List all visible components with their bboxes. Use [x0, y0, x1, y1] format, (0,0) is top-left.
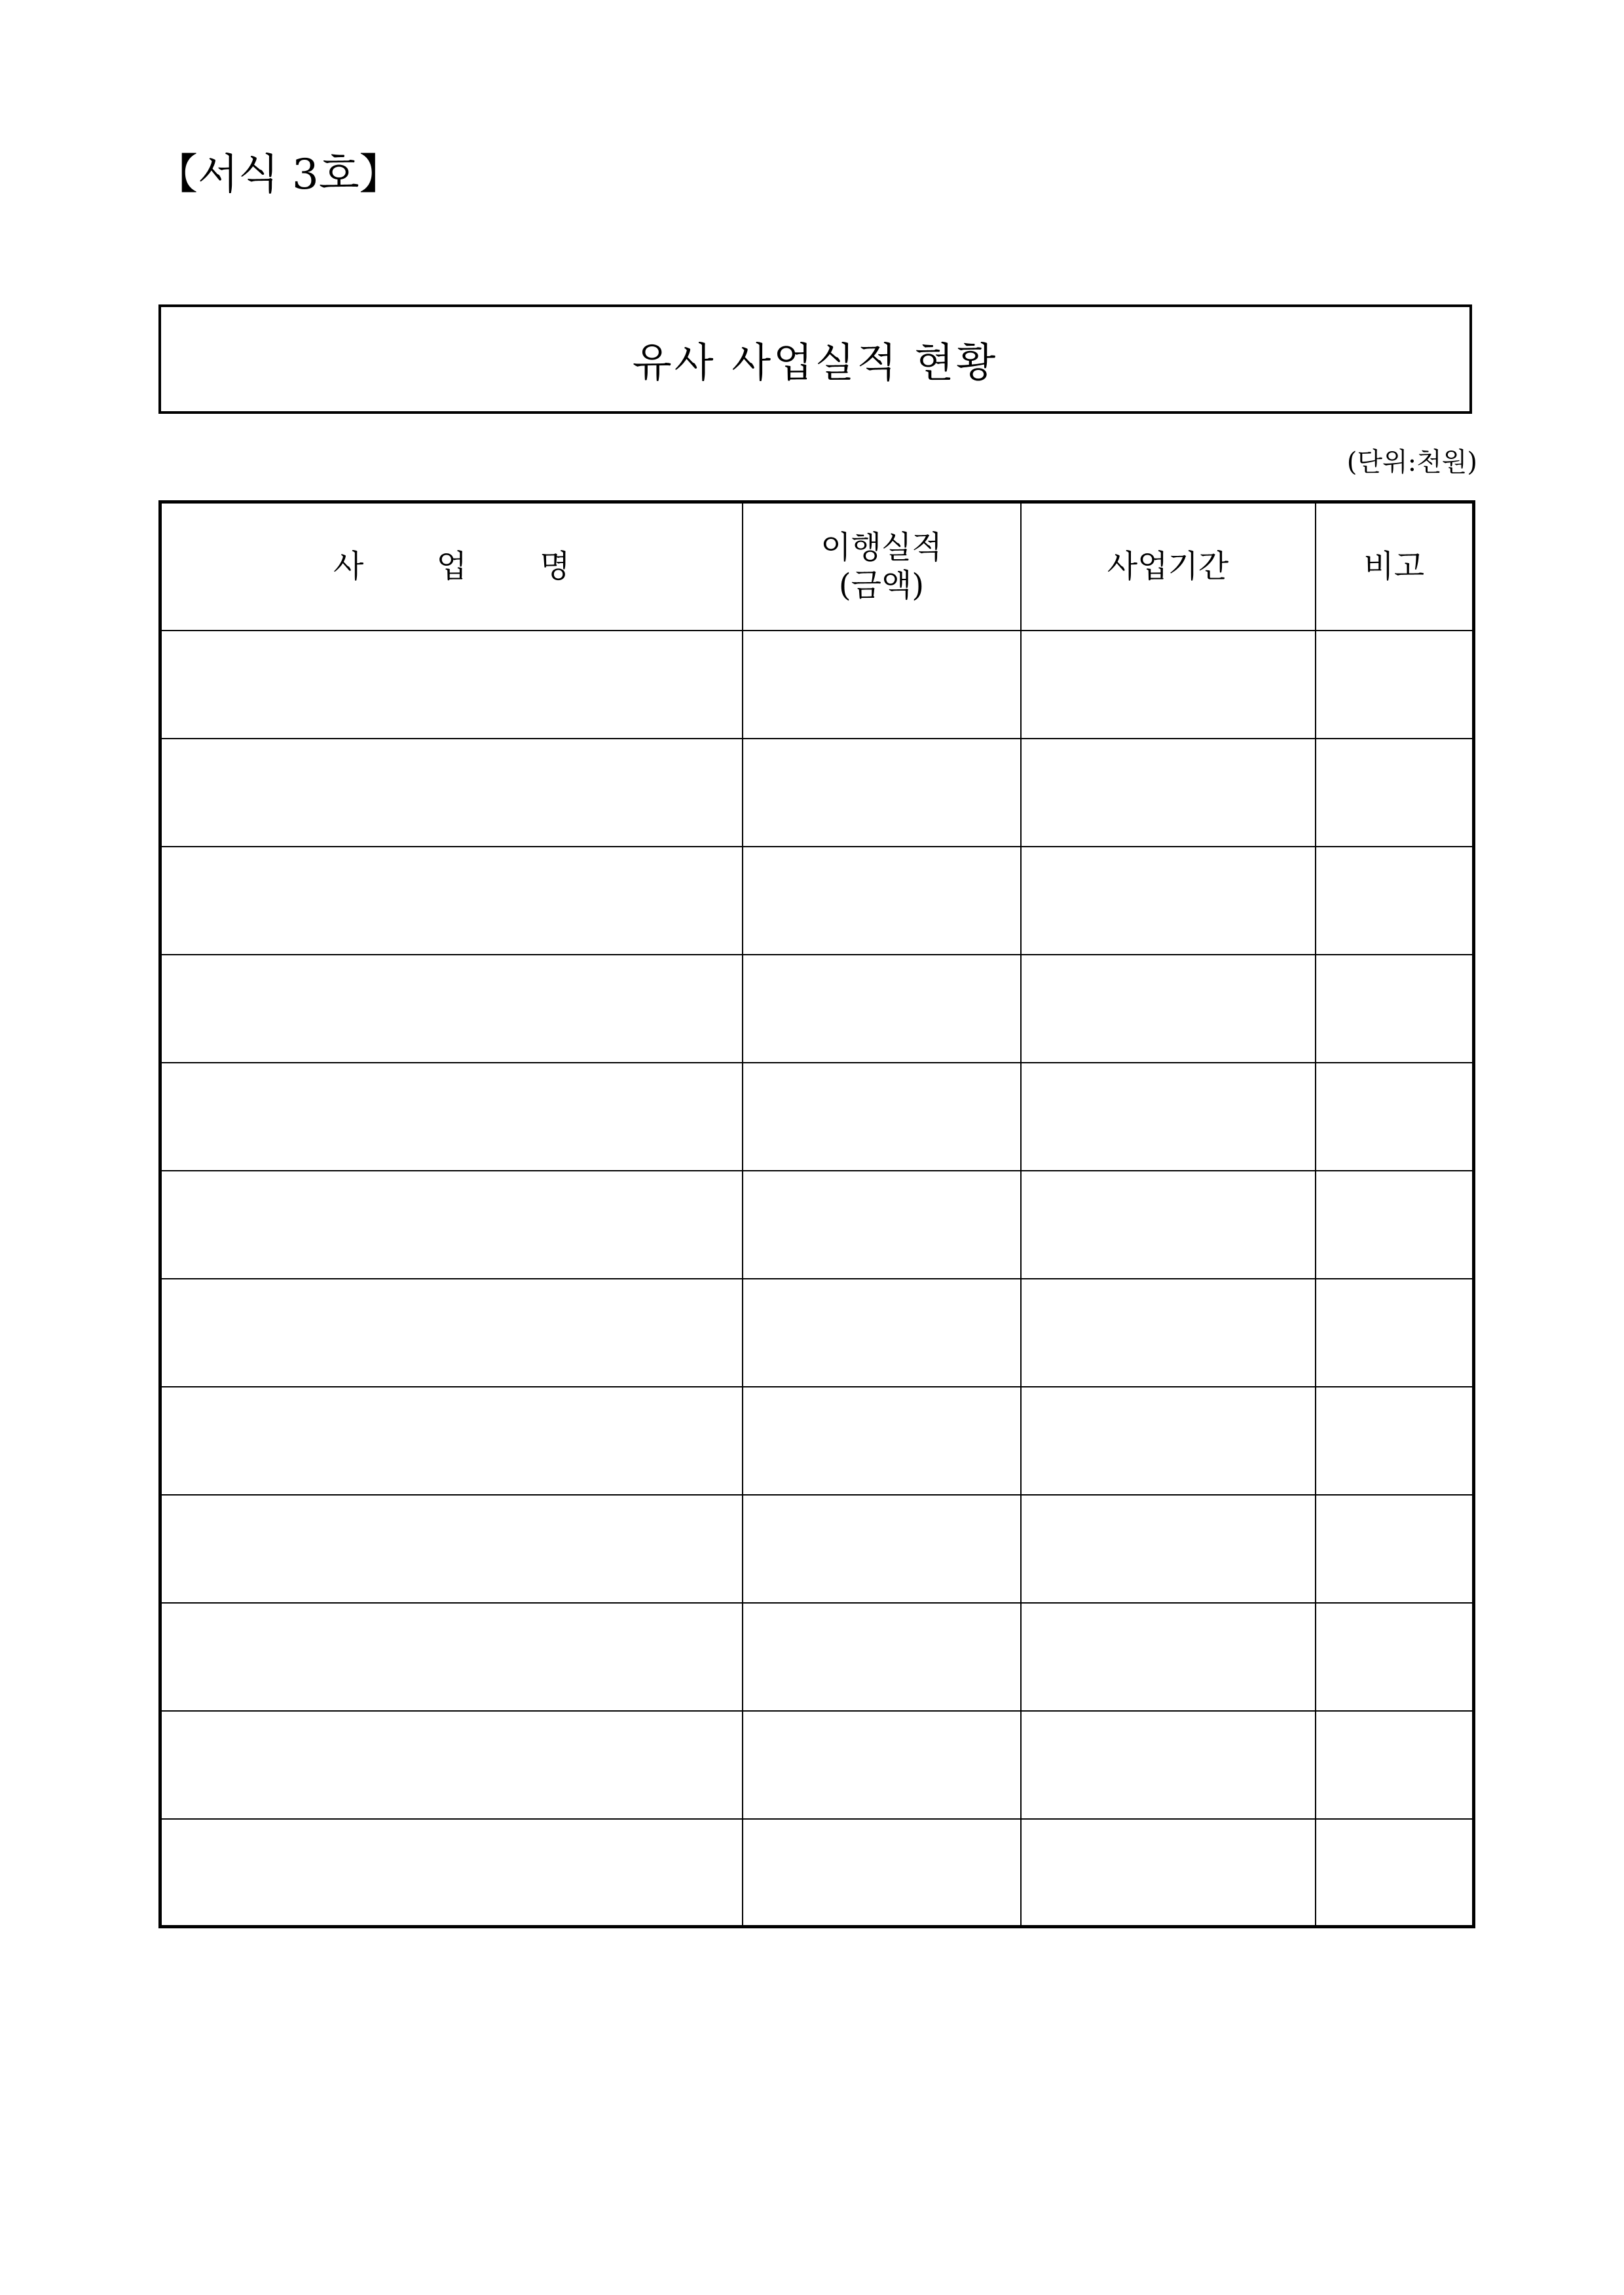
cell-performance-amount[interactable] [743, 1711, 1021, 1819]
cell-project-name[interactable] [160, 631, 743, 739]
page-title: 유사 사업실적 현황 [632, 339, 999, 386]
header-remarks [1316, 502, 1474, 631]
cell-remarks[interactable] [1316, 1063, 1474, 1171]
cell-project-period[interactable] [1021, 1279, 1316, 1387]
cell-project-name[interactable] [160, 739, 743, 847]
cell-performance-amount[interactable] [743, 1171, 1021, 1279]
cell-project-period[interactable] [1021, 1387, 1316, 1495]
cell-project-period[interactable] [1021, 1063, 1316, 1171]
cell-project-period[interactable] [1021, 1819, 1316, 1927]
cell-remarks[interactable] [1316, 955, 1474, 1063]
unit-note: (단위:천원) [1346, 447, 1477, 477]
table-row [160, 1063, 1474, 1171]
cell-project-period[interactable] [1021, 1711, 1316, 1819]
header-project-name-label: 사 업 명 [333, 548, 602, 585]
cell-performance-amount[interactable] [743, 1603, 1021, 1711]
cell-remarks[interactable] [1316, 1495, 1474, 1603]
table-row [160, 955, 1474, 1063]
table-row [160, 1387, 1474, 1495]
cell-project-name[interactable] [160, 1387, 743, 1495]
cell-project-period[interactable] [1021, 955, 1316, 1063]
cell-performance-amount[interactable] [743, 1387, 1021, 1495]
cell-remarks[interactable] [1316, 1171, 1474, 1279]
table-row [160, 1171, 1474, 1279]
cell-project-name[interactable] [160, 1603, 743, 1711]
cell-performance-amount[interactable] [743, 1279, 1021, 1387]
cell-project-name[interactable] [160, 1819, 743, 1927]
table-row [160, 847, 1474, 955]
header-performance-amount [743, 502, 1021, 631]
table-row [160, 1495, 1474, 1603]
table-row [160, 1603, 1474, 1711]
header-remarks-label: 비고 [1363, 548, 1425, 585]
header-project-period [1021, 502, 1316, 631]
cell-performance-amount[interactable] [743, 739, 1021, 847]
header-performance-label: 이행실적 [821, 529, 942, 566]
table-row [160, 1819, 1474, 1927]
cell-project-period[interactable] [1021, 847, 1316, 955]
table-row [160, 1711, 1474, 1819]
form-number: 【서식 3호】 [156, 151, 401, 199]
cell-performance-amount[interactable] [743, 955, 1021, 1063]
table-body [160, 631, 1474, 1927]
cell-project-name[interactable] [160, 1063, 743, 1171]
cell-project-name[interactable] [160, 955, 743, 1063]
cell-remarks[interactable] [1316, 1711, 1474, 1819]
cell-project-period[interactable] [1021, 1495, 1316, 1603]
table-row [160, 739, 1474, 847]
cell-project-period[interactable] [1021, 1603, 1316, 1711]
cell-remarks[interactable] [1316, 1279, 1474, 1387]
cell-remarks[interactable] [1316, 1819, 1474, 1927]
cell-project-period[interactable] [1021, 739, 1316, 847]
cell-project-name[interactable] [160, 1279, 743, 1387]
cell-performance-amount[interactable] [743, 631, 1021, 739]
table-header-row [160, 502, 1474, 631]
cell-performance-amount[interactable] [743, 1495, 1021, 1603]
table-row [160, 1279, 1474, 1387]
cell-project-period[interactable] [1021, 1171, 1316, 1279]
cell-project-name[interactable] [160, 1711, 743, 1819]
cell-remarks[interactable] [1316, 631, 1474, 739]
table-row [160, 631, 1474, 739]
cell-performance-amount[interactable] [743, 1063, 1021, 1171]
cell-project-period[interactable] [1021, 631, 1316, 739]
cell-remarks[interactable] [1316, 847, 1474, 955]
cell-project-name[interactable] [160, 1495, 743, 1603]
cell-performance-amount[interactable] [743, 847, 1021, 955]
header-amount-label: (금액) [838, 567, 925, 604]
performance-table [158, 500, 1475, 1928]
cell-remarks[interactable] [1316, 1603, 1474, 1711]
header-project-period-label: 사업기간 [1107, 548, 1229, 585]
cell-remarks[interactable] [1316, 739, 1474, 847]
header-project-name [160, 502, 743, 631]
cell-project-name[interactable] [160, 1171, 743, 1279]
cell-project-name[interactable] [160, 847, 743, 955]
cell-performance-amount[interactable] [743, 1819, 1021, 1927]
title-box [158, 304, 1472, 414]
cell-remarks[interactable] [1316, 1387, 1474, 1495]
